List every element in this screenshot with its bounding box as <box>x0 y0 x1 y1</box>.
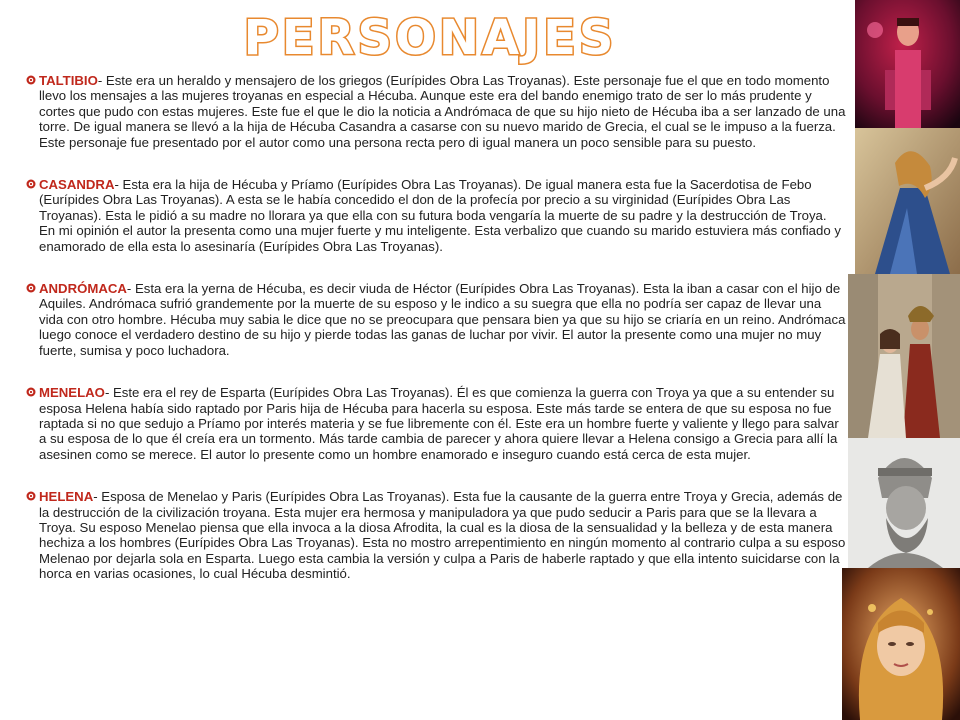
character-description: - Este era el rey de Esparta (Eurípides Obra Las Troyanas). Él es que comienza la guerra con Troya ya que a su entender su esposa Helena había sido raptado por Paris hija de Hécuba para hacerla su esposa. Este más tarde se entera de que su esposa no fue raptada si no que sedujo a Príamo por interés materia y se fue libremente con él. Este era un hombre fuerte y valiente y llego para salvar a su esposa de lo que él creía era un tormento. Más tarde cambia de parecer y ahora quiere llevar a Helena consigo a Grecia para allí la asesinen como se merece. El autor lo presente como un hombre enamorado e inseguro cuando está cerca de esta mujer. <box>39 385 839 462</box>
helena-image <box>842 568 960 720</box>
list-item <box>26 177 846 254</box>
page-title-text: PERSONAJES <box>243 10 617 66</box>
character-name: HELENA <box>39 489 94 505</box>
andromaca-image <box>848 274 960 438</box>
character-description: - Esta era la hija de Hécuba y Príamo (Eurípides Obra Las Troyanas). De igual manera esta fue la Sacerdotisa de Febo (Eurípides Obra Las Troyanas). A esta se le había concedido el don de la profecía por precio a su virginidad (Eurípides Obra Las Troyanas). Esta le pidió a su madre no llorara ya que ella con su futura boda vengaría la muerte de su padre y la destrucción de Troya. En mi opinión el autor la presenta como una mujer fuerte y mu inteligente. Esta verbalizo que cuando su marido estuviera más confiado y enamorado de ella esta lo asesinaría (Eurípides Obra Las Troyanas). <box>39 177 841 254</box>
character-name: CASANDRA <box>39 177 115 193</box>
page-title <box>243 6 617 66</box>
character-description: - Este era un heraldo y mensajero de los griegos (Eurípides Obra Las Troyanas). Este personaje fue el que en todo momento llevo los mensajes a las mujeres troyanas en especial a Hécuba. Aunque este era del bando enemigo trato de ser lo más prudente y cortes que pudo con estas mujeres. Este fue el que le dio la noticia a Andrómaca de que su hijo nieto de Hécuba iba a ser lanzado de una torre. De igual manera se llevó a la hija de Hécuba Casandra a casarse con su nuevo marido de Grecia, el cual se le impuso a la fuerza. Este personaje fue presentado por el autor como una persona recta pero di igual manera un poco sensible para su puesto. <box>39 73 846 150</box>
bullet-icon <box>26 491 36 501</box>
menelao-image <box>848 438 960 568</box>
list-item <box>26 73 846 150</box>
casandra-image <box>855 128 960 274</box>
bullet-icon <box>26 179 36 189</box>
bullet-icon <box>26 283 36 293</box>
list-item <box>26 281 846 358</box>
character-name: TALTIBIO <box>39 73 98 88</box>
list-item <box>26 385 846 462</box>
list-item <box>26 489 846 581</box>
character-name: ANDRÓMACA <box>39 281 127 297</box>
bullet-icon <box>26 75 36 85</box>
character-description: - Esposa de Menelao y Paris (Eurípides Obra Las Troyanas). Esta fue la causante de la guerra entre Troya y Grecia, además de la destrucción de la civilización troyana. Esta mujer era hermosa y manipuladora ya que pudo seducir a Paris para que se la llevara a Troya. Su esposo Menelao piensa que ella invoca a la diosa Afrodita, la cual es la diosa de la sensualidad y la belleza y de esta manera hechiza a los hombres (Eurípides Obra Las Troyanas). Esta no mostro arrepentimiento en ningún momento al contrario culpa a su esposo Melenao por dejarla sola en Esparta. Luego esta cambia la versión y culpa a Paris de haberle raptado y que ella intento suicidarse con la horca en varias ocasiones, lo cual Hécuba desmintió. <box>39 489 846 582</box>
character-list <box>26 73 846 609</box>
taltibio-image <box>855 0 960 128</box>
character-description: - Esta era la yerna de Hécuba, es decir viuda de Héctor (Eurípides Obra Las Troyanas). Esta la iban a casar con el hijo de Aquiles. Andrómaca sufrió grandemente por la muerte de su esposo y le indico a su suegra que ella no podría ser capaz de llevar una vida con otro hombre. Hécuba muy sabia le dice que no se preocupara que pensara bien ya que su hijo se criaría en un reino. Andrómaca luego conoce el verdadero destino de su hijo y pierde todas las ganas de luchar por vivir. El autor la presente como una mujer no muy fuerte, sumisa y poco luchadora. <box>39 281 846 358</box>
bullet-icon <box>26 387 36 397</box>
character-name: MENELAO <box>39 385 105 401</box>
